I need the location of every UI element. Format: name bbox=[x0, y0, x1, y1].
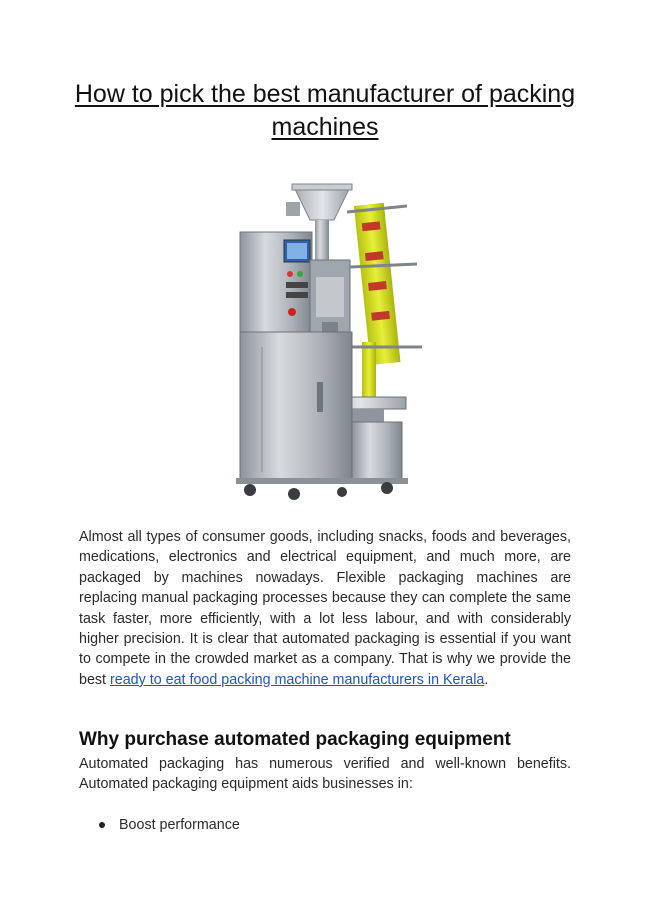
bullet-text: Boost performance bbox=[119, 817, 240, 833]
packing-machine-image bbox=[222, 182, 432, 502]
benefits-list bbox=[99, 815, 240, 835]
list-item bbox=[99, 815, 240, 835]
manufacturers-link[interactable]: ready to eat food packing machine manufacturers in Kerala bbox=[110, 671, 485, 688]
section-paragraph: Automated packaging has numerous verified and well-known benefits. Automated packaging equipment aids businesses in: bbox=[79, 756, 571, 793]
page-title: How to pick the best manufacturer of packing machines bbox=[74, 80, 576, 141]
intro-paragraph bbox=[79, 527, 571, 690]
section-heading: Why purchase automated packaging equipment bbox=[79, 729, 511, 750]
intro-text: Almost all types of consumer goods, including snacks, foods and beverages, medications, electronics and electrical equipment, and much more, are packaged by machines nowadays. Flexible packaging machines are replacing manual packaging processes because they can complete the same task faster, more efficiently, with a lot less labour, and with considerably higher precision. It is clear that automated packaging is essential if you want to compete in the crowded market as a company. That is why we provide the best bbox=[79, 529, 571, 688]
intro-end: . bbox=[484, 671, 489, 688]
bullet-icon bbox=[99, 822, 105, 828]
